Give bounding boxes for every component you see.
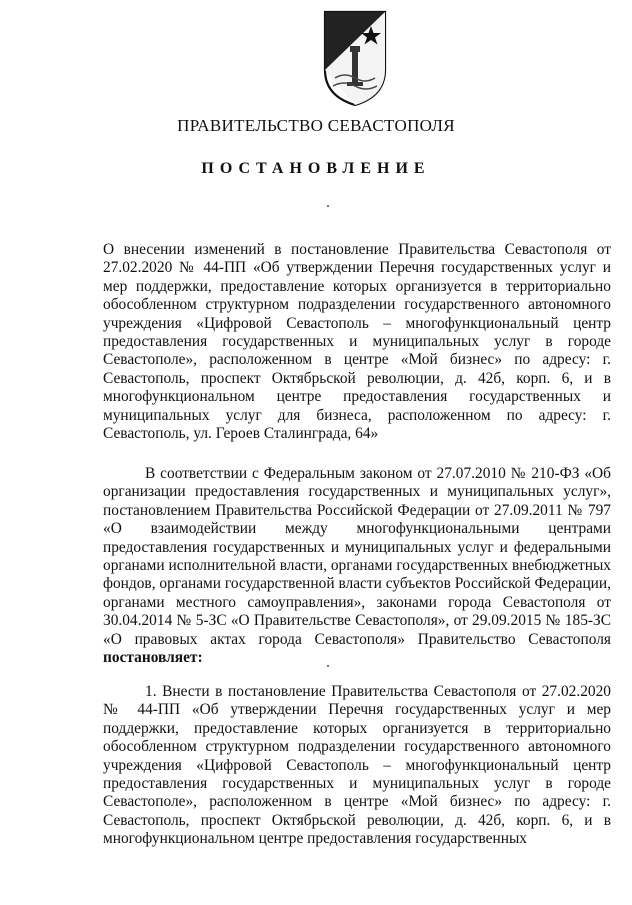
government-name: ПРАВИТЕЛЬСТВО СЕВАСТОПОЛЯ — [177, 116, 455, 135]
clause-1: 1. Внести в постановление Правительства Севастополя от 27.02.2020 № 44-ПП «Об утверждении Перечня государственных услуг и мер поддержки, предоставление которых организуется в территориально обособленном структурном подразделении государственного автономного учреждения «Цифровой Севастополь – многофункциональный центр предоставления государственных и муниципальных услуг в городе Севастополе», расположенном в центре «Мой бизнес» по адресу: г. Севастополь, проспект Октябрьской революции, д. 42б, корп. 6, и в многофункциональном центре предоставления государственных — [103, 683, 611, 848]
resolves-verb: постановляет: — [103, 649, 203, 667]
coat-of-arms-icon — [321, 8, 389, 108]
preamble-text: В соответствии с Федеральным законом от 27.07.2010 № 210-ФЗ «Об организации предоставления государственных и муниципальных услуг», постановлением Правительства Российской Федерации от 27.09.2011 № 797 «О взаимодействии между многофункциональными центрами предоставления государственных и муниципальных услуг и федеральными органами исполнительной власти, органами государственных внебюджетных фондов, органами государственной власти субъектов Российской Федерации, органами местного самоуправления», законами города Севастополя от 30.04.2014 № 5-ЗС «О Правительстве Севастополя», от 29.09.2015 № 185-ЗС «О правовых актах города Севастополя» Правительство Севастополя — [103, 465, 611, 648]
scan-speck — [327, 205, 329, 207]
scan-speck — [327, 665, 329, 667]
document-type: ПОСТАНОВЛЕНИЕ — [201, 160, 431, 177]
preamble-paragraph — [103, 465, 611, 667]
document-subject: О внесении изменений в постановление Правительства Севастополя от 27.02.2020 № 44-ПП «Об утверждении Перечня государственных услуг и мер поддержки, предоставление которых организуется в территориально обособленном структурном подразделении государственного автономного учреждения «Цифровой Севастополь – многофункциональный центр предоставления государственных и муниципальных услуг в городе Севастополе», расположенном в центре «Мой бизнес» по адресу: г. Севастополь, проспект Октябрьской революции, д. 42б, корп. 6, и в многофункциональном центре предоставления государственных и муниципальных услуг для бизнеса, расположенном по адресу: г. Севастополь, ул. Героев Сталинграда, 64» — [103, 241, 611, 443]
